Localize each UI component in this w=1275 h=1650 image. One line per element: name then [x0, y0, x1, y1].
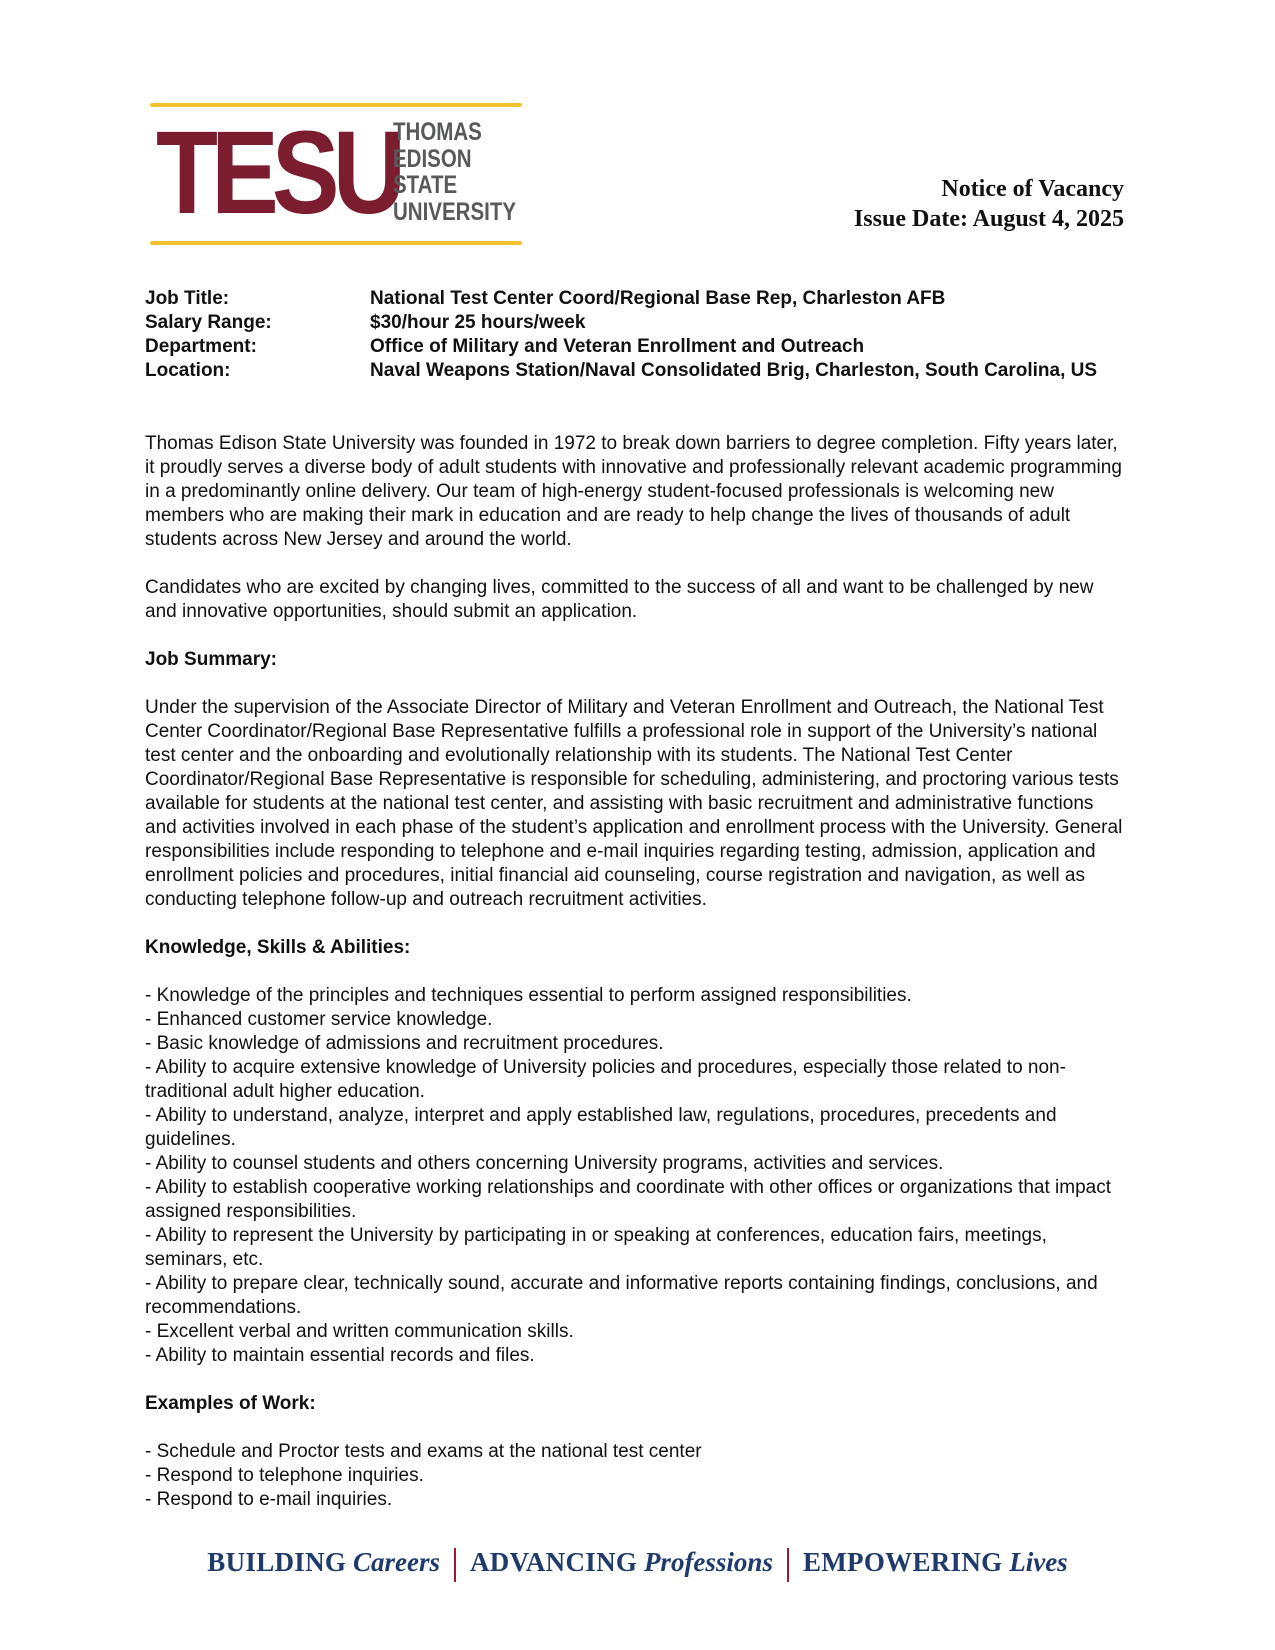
- issue-date: Issue Date: August 4, 2025: [853, 206, 1124, 232]
- logo-word: THOMAS: [393, 118, 482, 146]
- info-value: National Test Center Coord/Regional Base Rep, Charleston AFB: [370, 288, 946, 309]
- list-item: - Ability to understand, analyze, interpret and apply established law, regulations, procedures, precedents and guidelines.: [145, 1105, 1057, 1150]
- list-item: - Knowledge of the principles and techniques essential to perform assigned responsibilities.: [145, 985, 912, 1006]
- info-value: Office of Military and Veteran Enrollment and Outreach: [370, 336, 865, 357]
- list-item: - Respond to e-mail inquiries.: [145, 1489, 393, 1510]
- notice-title: Notice of Vacancy: [941, 176, 1124, 202]
- tagline-caps: ADVANCING: [469, 1547, 638, 1577]
- info-label: Salary Range:: [145, 312, 272, 333]
- info-row-salary: [145, 311, 1135, 335]
- tagline-segment: [207, 1545, 440, 1579]
- footer-tagline: [0, 1545, 1275, 1582]
- list-item: - Ability to maintain essential records and files.: [145, 1345, 535, 1366]
- notice-header: [854, 174, 1124, 234]
- list-item: - Enhanced customer service knowledge.: [145, 1009, 493, 1030]
- logo-wordmark: [393, 119, 516, 225]
- tagline-italic: Careers: [352, 1547, 440, 1577]
- list-item: - Ability to prepare clear, technically sound, accurate and informative reports containing findings, conclusions, and recommendations.: [145, 1273, 1098, 1318]
- info-row-department: [145, 335, 1135, 359]
- list-item: - Ability to acquire extensive knowledge of University policies and procedures, especially those related to non-traditional adult higher education.: [145, 1057, 1066, 1102]
- tagline-segment: [803, 1545, 1068, 1579]
- list-item: - Basic knowledge of admissions and recruitment procedures.: [145, 1033, 664, 1054]
- logo-bottom-bar: [150, 241, 522, 245]
- tagline-caps: BUILDING: [207, 1547, 347, 1577]
- list-item: - Schedule and Proctor tests and exams at the national test center: [145, 1441, 702, 1462]
- logo-mark: TESU: [156, 107, 400, 239]
- list-item: - Excellent verbal and written communication skills.: [145, 1321, 574, 1342]
- list-item: - Ability to counsel students and others concerning University programs, activities and services.: [145, 1153, 944, 1174]
- job-info: [145, 287, 1135, 383]
- tagline-caps: EMPOWERING: [802, 1547, 1003, 1577]
- info-value: Naval Weapons Station/Naval Consolidated Brig, Charleston, South Carolina, US: [370, 360, 1098, 381]
- info-label: Department:: [145, 336, 257, 357]
- list-item: - Ability to represent the University by participating in or speaking at conferences, education fairs, meetings, seminars, etc.: [145, 1225, 1047, 1270]
- tagline-italic: Lives: [1009, 1547, 1068, 1577]
- tesu-logo: [150, 103, 522, 245]
- job-summary-heading: Job Summary:: [145, 649, 277, 670]
- info-label: Location:: [145, 360, 231, 381]
- tagline-segment: [470, 1545, 773, 1579]
- list-item: - Ability to establish cooperative working relationships and coordinate with other offices or organizations that impact assigned responsibilities.: [145, 1177, 1112, 1222]
- info-label: Job Title:: [145, 288, 230, 309]
- info-row-job-title: [145, 287, 1135, 311]
- tagline-separator: [454, 1548, 456, 1582]
- ksa-list: [145, 984, 1130, 1368]
- logo-word: UNIVERSITY: [393, 197, 517, 226]
- info-value: $30/hour 25 hours/week: [370, 312, 586, 333]
- logo-word: STATE: [393, 171, 458, 199]
- intro-paragraph: Candidates who are excited by changing lives, committed to the success of all and want to be challenged by new and innovative opportunities, should submit an application.: [145, 577, 1094, 622]
- ksa-heading: Knowledge, Skills & Abilities:: [145, 937, 411, 958]
- info-row-location: [145, 359, 1135, 383]
- tagline-italic: Professions: [643, 1547, 773, 1577]
- job-summary-text: Under the supervision of the Associate Director of Military and Veteran Enrollment and Outreach, the National Test Center Coordinator/Regional Base Representative fulfills a professional role in support of the University’s national test center and the onboarding and evolutionally relationship with its students. The National Test Center Coordinator/Regional Base Representative is responsible for scheduling, administering, and proctoring various tests available for students at the national test center, and assisting with basic recruitment and administrative functions and activities involved in each phase of the student’s application and enrollment process with the University. General responsibilities include responding to telephone and e-mail inquiries regarding testing, admission, application and enrollment policies and procedures, initial financial aid counseling, course registration and navigation, as well as conducting telephone follow-up and outreach recruitment activities.: [145, 697, 1123, 910]
- document-body: [145, 432, 1130, 1536]
- examples-list: [145, 1440, 1130, 1512]
- list-item: - Respond to telephone inquiries.: [145, 1465, 424, 1486]
- logo-word: EDISON: [393, 144, 472, 173]
- tagline-separator: [787, 1548, 789, 1582]
- examples-heading: Examples of Work:: [145, 1393, 316, 1414]
- intro-paragraph: Thomas Edison State University was founded in 1972 to break down barriers to degree completion. Fifty years later, it proudly serves a diverse body of adult students with innovative and professionally relevant academic programming in a predominantly online delivery. Our team of high-energy student-focused professionals is welcoming new members who are making their mark in education and are ready to help change the lives of thousands of adult students across New Jersey and around the world.: [145, 433, 1122, 550]
